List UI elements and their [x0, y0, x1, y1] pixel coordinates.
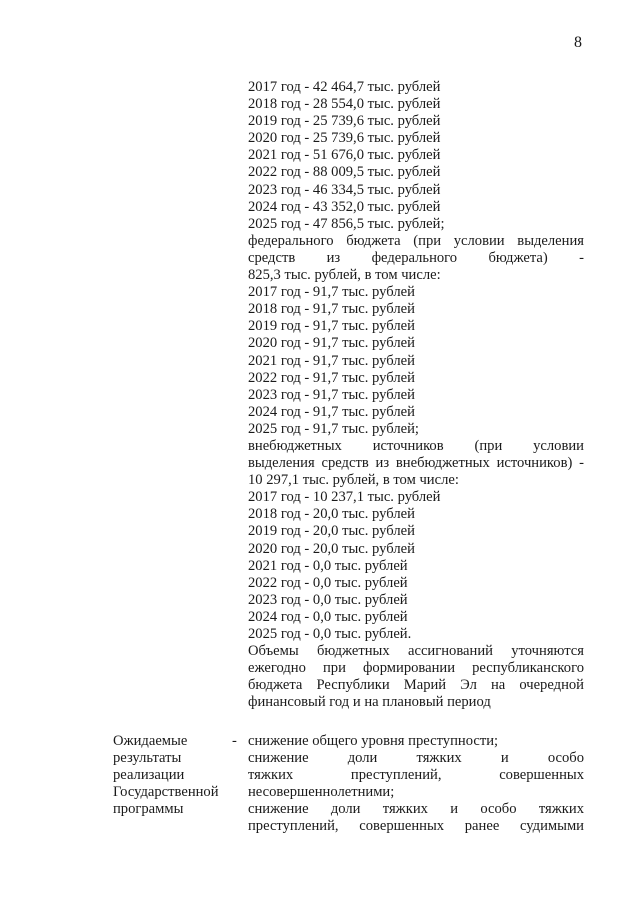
year-line: 2017 год - 10 237,1 тыс. рублей	[248, 489, 441, 506]
paragraph-line: финансовый год и на плановый период	[248, 694, 491, 711]
year-line: 2019 год - 20,0 тыс. рублей	[248, 523, 415, 540]
label-line: Ожидаемые	[113, 733, 188, 749]
expected-results	[248, 733, 584, 836]
paragraph-line: бюджета Республики Марий Эл на очередной	[248, 677, 584, 694]
year-line: 2021 год - 91,7 тыс. рублей	[248, 352, 415, 369]
year-line: 2020 год - 25 739,6 тыс. рублей	[248, 130, 441, 147]
extrabudget-intro	[248, 438, 584, 489]
year-line: 2025 год - 47 856,5 тыс. рублей;	[248, 215, 445, 232]
label-line: реализации	[113, 767, 185, 784]
year-line: 2023 год - 46 334,5 тыс. рублей	[248, 181, 441, 198]
year-line: 2025 год - 91,7 тыс. рублей;	[248, 420, 419, 437]
federal-budget-intro	[248, 233, 584, 284]
budget-note	[248, 643, 584, 711]
year-line: 2019 год - 91,7 тыс. рублей	[248, 318, 415, 335]
result-line: тяжких преступлений, совершенных	[248, 767, 584, 784]
paragraph-line: 825,3 тыс. рублей, в том числе:	[248, 267, 441, 284]
expected-results-label	[113, 733, 241, 818]
year-line: 2017 год - 42 464,7 тыс. рублей	[248, 79, 441, 95]
result-line: преступлений, совершенных ранее судимыми	[248, 818, 584, 835]
year-line: 2017 год - 91,7 тыс. рублей	[248, 284, 415, 301]
year-line: 2024 год - 0,0 тыс. рублей	[248, 608, 408, 625]
federal-budget-years	[248, 284, 584, 438]
year-line: 2023 год - 91,7 тыс. рублей	[248, 386, 415, 403]
year-line: 2022 год - 0,0 тыс. рублей	[248, 574, 408, 591]
regional-budget-years	[248, 79, 584, 233]
result-line: снижение доли тяжких и особо тяжких	[248, 801, 584, 818]
label-line: Государственной	[113, 784, 219, 801]
extrabudget-years	[248, 489, 584, 643]
year-line: 2018 год - 91,7 тыс. рублей	[248, 301, 415, 318]
result-line: снижение общего уровня преступности;	[248, 733, 499, 749]
paragraph-line: ежегодно при формировании республиканского	[248, 660, 584, 677]
year-line: 2018 год - 20,0 тыс. рублей	[248, 506, 415, 523]
paragraph-line: внебюджетных источников (при условии	[248, 437, 584, 454]
year-line: 2021 год - 51 676,0 тыс. рублей	[248, 147, 441, 164]
year-line: 2024 год - 43 352,0 тыс. рублей	[248, 198, 441, 215]
result-line: несовершеннолетними;	[248, 784, 395, 801]
funding-details	[248, 79, 584, 711]
paragraph-line: Объемы бюджетных ассигнований уточняются	[248, 643, 584, 660]
year-line: 2022 год - 88 009,5 тыс. рублей	[248, 164, 441, 181]
label-line: результаты	[113, 750, 182, 767]
year-line: 2022 год - 91,7 тыс. рублей	[248, 369, 415, 386]
year-line: 2020 год - 20,0 тыс. рублей	[248, 540, 415, 557]
paragraph-line: 10 297,1 тыс. рублей, в том числе:	[248, 472, 459, 489]
label-separator: -	[232, 733, 237, 749]
year-line: 2024 год - 91,7 тыс. рублей	[248, 403, 415, 420]
paragraph-line: федерального бюджета (при условии выделения	[248, 232, 584, 249]
year-line: 2023 год - 0,0 тыс. рублей	[248, 591, 408, 608]
page-number: 8	[574, 34, 582, 51]
year-line: 2018 год - 28 554,0 тыс. рублей	[248, 96, 441, 113]
year-line: 2019 год - 25 739,6 тыс. рублей	[248, 113, 441, 130]
year-line: 2021 год - 0,0 тыс. рублей	[248, 557, 408, 574]
year-line: 2025 год - 0,0 тыс. рублей.	[248, 626, 412, 642]
result-line: снижение доли тяжких и особо	[248, 750, 584, 767]
year-line: 2020 год - 91,7 тыс. рублей	[248, 335, 415, 352]
label-line: программы	[113, 801, 184, 818]
paragraph-line: выделения средств из внебюджетных источников) -	[248, 455, 584, 472]
paragraph-line: средств из федерального бюджета) -	[248, 249, 584, 266]
